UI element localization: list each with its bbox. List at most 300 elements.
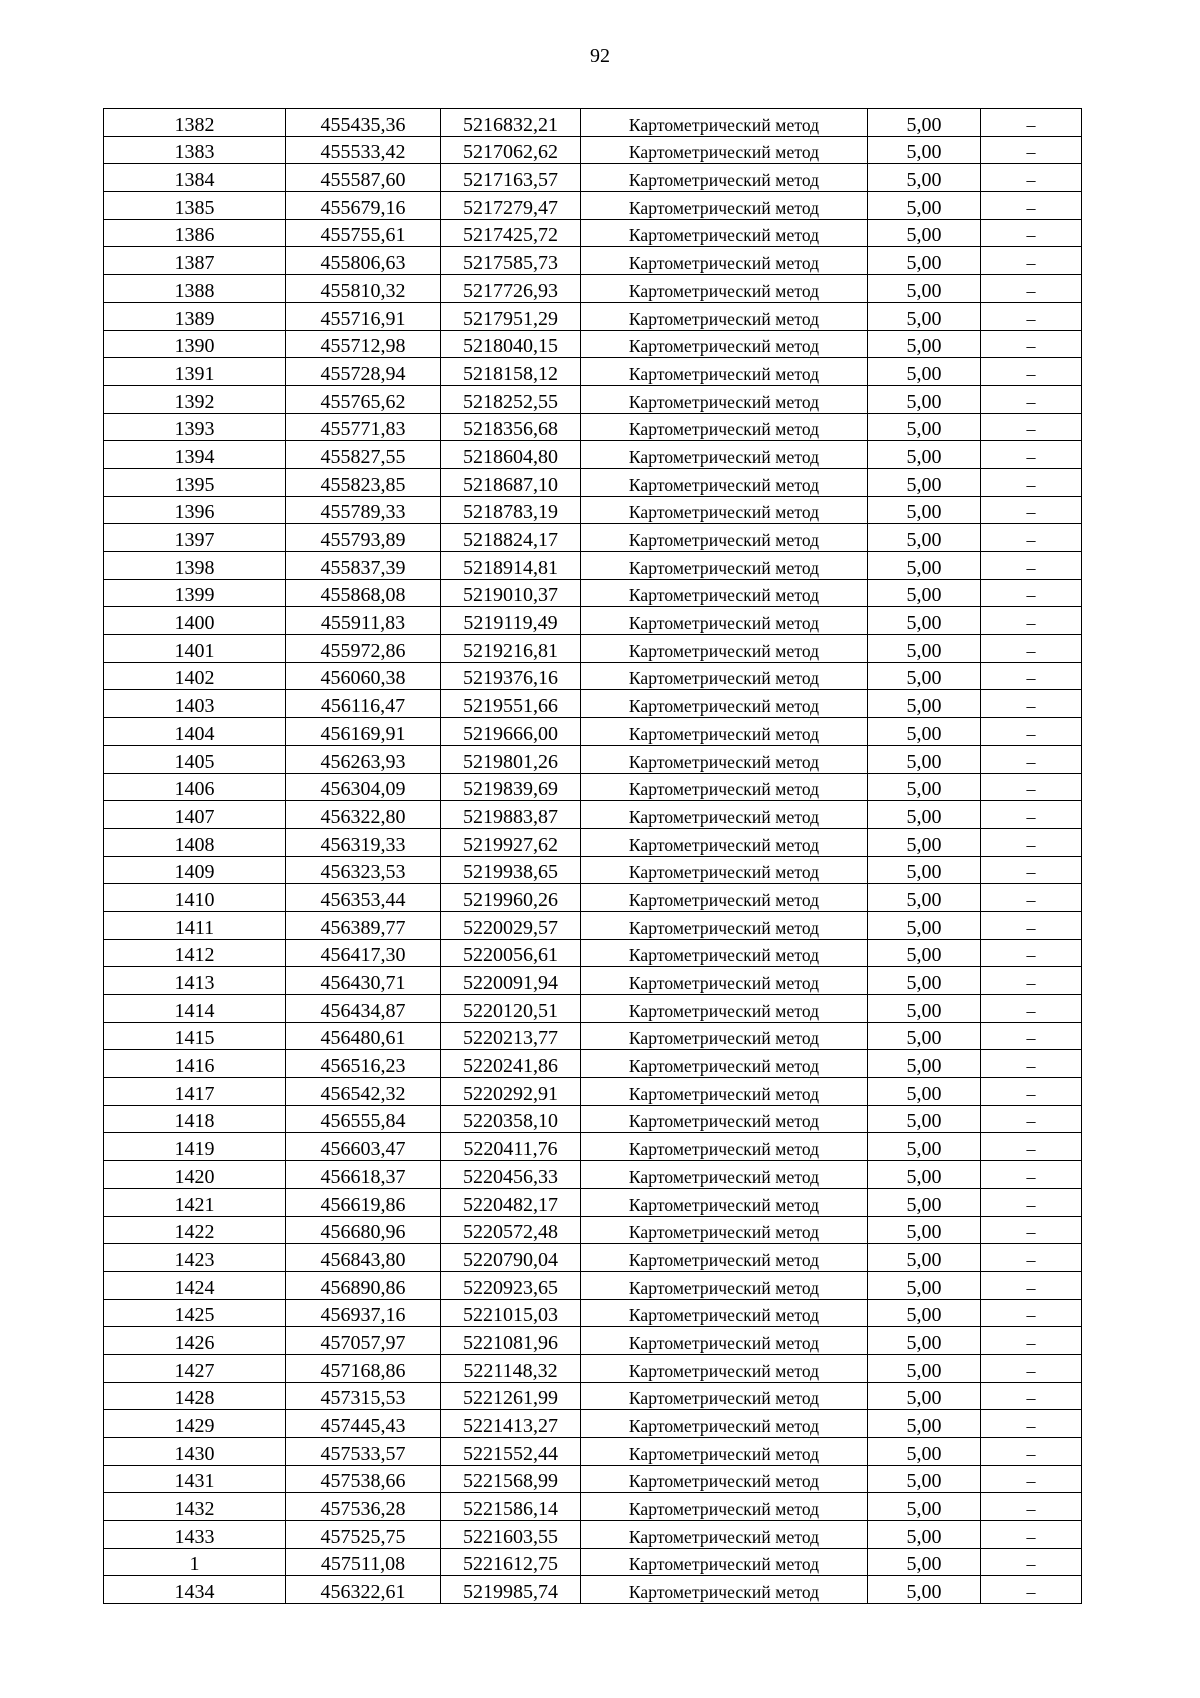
point-number-cell: 1423 bbox=[104, 1244, 286, 1272]
point-number-cell: 1402 bbox=[104, 662, 286, 690]
point-number-cell: 1392 bbox=[104, 385, 286, 413]
accuracy-cell: 5,00 bbox=[868, 1133, 981, 1161]
note-cell: – bbox=[981, 995, 1082, 1023]
table-row bbox=[104, 496, 1082, 524]
point-number-cell: 1407 bbox=[104, 801, 286, 829]
y-coordinate-cell: 5220482,17 bbox=[441, 1188, 581, 1216]
note-cell: – bbox=[981, 496, 1082, 524]
x-coordinate-cell: 455533,42 bbox=[286, 136, 441, 164]
point-number-cell: 1409 bbox=[104, 856, 286, 884]
method-cell: Картометрический метод bbox=[581, 1327, 868, 1355]
point-number-cell: 1408 bbox=[104, 828, 286, 856]
x-coordinate-cell: 456060,38 bbox=[286, 662, 441, 690]
point-number-cell: 1403 bbox=[104, 690, 286, 718]
x-coordinate-cell: 456480,61 bbox=[286, 1022, 441, 1050]
y-coordinate-cell: 5218356,68 bbox=[441, 413, 581, 441]
y-coordinate-cell: 5221413,27 bbox=[441, 1410, 581, 1438]
method-cell: Картометрический метод bbox=[581, 579, 868, 607]
point-number-cell: 1 bbox=[104, 1548, 286, 1576]
accuracy-cell: 5,00 bbox=[868, 330, 981, 358]
accuracy-cell: 5,00 bbox=[868, 1050, 981, 1078]
point-number-cell: 1429 bbox=[104, 1410, 286, 1438]
x-coordinate-cell: 455827,55 bbox=[286, 441, 441, 469]
point-number-cell: 1406 bbox=[104, 773, 286, 801]
method-cell: Картометрический метод bbox=[581, 1022, 868, 1050]
point-number-cell: 1411 bbox=[104, 911, 286, 939]
note-cell: – bbox=[981, 1188, 1082, 1216]
point-number-cell: 1405 bbox=[104, 745, 286, 773]
accuracy-cell: 5,00 bbox=[868, 302, 981, 330]
point-number-cell: 1385 bbox=[104, 192, 286, 220]
point-number-cell: 1415 bbox=[104, 1022, 286, 1050]
note-cell: – bbox=[981, 1105, 1082, 1133]
accuracy-cell: 5,00 bbox=[868, 690, 981, 718]
method-cell: Картометрический метод bbox=[581, 441, 868, 469]
table-row bbox=[104, 192, 1082, 220]
table-row bbox=[104, 413, 1082, 441]
y-coordinate-cell: 5220411,76 bbox=[441, 1133, 581, 1161]
y-coordinate-cell: 5219119,49 bbox=[441, 607, 581, 635]
x-coordinate-cell: 455837,39 bbox=[286, 552, 441, 580]
accuracy-cell: 5,00 bbox=[868, 967, 981, 995]
y-coordinate-cell: 5219938,65 bbox=[441, 856, 581, 884]
note-cell: – bbox=[981, 109, 1082, 137]
note-cell: – bbox=[981, 1271, 1082, 1299]
accuracy-cell: 5,00 bbox=[868, 1327, 981, 1355]
accuracy-cell: 5,00 bbox=[868, 662, 981, 690]
x-coordinate-cell: 456618,37 bbox=[286, 1161, 441, 1189]
method-cell: Картометрический метод bbox=[581, 524, 868, 552]
accuracy-cell: 5,00 bbox=[868, 468, 981, 496]
table-row bbox=[104, 247, 1082, 275]
accuracy-cell: 5,00 bbox=[868, 718, 981, 746]
note-cell: – bbox=[981, 302, 1082, 330]
table-row bbox=[104, 773, 1082, 801]
point-number-cell: 1433 bbox=[104, 1521, 286, 1549]
accuracy-cell: 5,00 bbox=[868, 884, 981, 912]
accuracy-cell: 5,00 bbox=[868, 1161, 981, 1189]
y-coordinate-cell: 5219801,26 bbox=[441, 745, 581, 773]
y-coordinate-cell: 5221261,99 bbox=[441, 1382, 581, 1410]
x-coordinate-cell: 456116,47 bbox=[286, 690, 441, 718]
method-cell: Картометрический метод bbox=[581, 1299, 868, 1327]
note-cell: – bbox=[981, 441, 1082, 469]
method-cell: Картометрический метод bbox=[581, 995, 868, 1023]
table-row bbox=[104, 1327, 1082, 1355]
note-cell: – bbox=[981, 1244, 1082, 1272]
y-coordinate-cell: 5218824,17 bbox=[441, 524, 581, 552]
note-cell: – bbox=[981, 828, 1082, 856]
method-cell: Картометрический метод bbox=[581, 1271, 868, 1299]
method-cell: Картометрический метод bbox=[581, 468, 868, 496]
accuracy-cell: 5,00 bbox=[868, 1216, 981, 1244]
table-row bbox=[104, 635, 1082, 663]
table-row bbox=[104, 441, 1082, 469]
method-cell: Картометрический метод bbox=[581, 1078, 868, 1106]
accuracy-cell: 5,00 bbox=[868, 911, 981, 939]
y-coordinate-cell: 5218783,19 bbox=[441, 496, 581, 524]
x-coordinate-cell: 456434,87 bbox=[286, 995, 441, 1023]
note-cell: – bbox=[981, 219, 1082, 247]
y-coordinate-cell: 5217062,62 bbox=[441, 136, 581, 164]
y-coordinate-cell: 5219551,66 bbox=[441, 690, 581, 718]
note-cell: – bbox=[981, 884, 1082, 912]
method-cell: Картометрический метод bbox=[581, 136, 868, 164]
x-coordinate-cell: 456169,91 bbox=[286, 718, 441, 746]
y-coordinate-cell: 5218604,80 bbox=[441, 441, 581, 469]
y-coordinate-cell: 5217163,57 bbox=[441, 164, 581, 192]
method-cell: Картометрический метод bbox=[581, 1244, 868, 1272]
method-cell: Картометрический метод bbox=[581, 109, 868, 137]
accuracy-cell: 5,00 bbox=[868, 385, 981, 413]
table-row bbox=[104, 219, 1082, 247]
method-cell: Картометрический метод bbox=[581, 1354, 868, 1382]
y-coordinate-cell: 5221148,32 bbox=[441, 1354, 581, 1382]
x-coordinate-cell: 455728,94 bbox=[286, 358, 441, 386]
table-row bbox=[104, 911, 1082, 939]
method-cell: Картометрический метод bbox=[581, 1105, 868, 1133]
x-coordinate-cell: 456619,86 bbox=[286, 1188, 441, 1216]
accuracy-cell: 5,00 bbox=[868, 219, 981, 247]
table-row bbox=[104, 995, 1082, 1023]
x-coordinate-cell: 455712,98 bbox=[286, 330, 441, 358]
note-cell: – bbox=[981, 413, 1082, 441]
note-cell: – bbox=[981, 1438, 1082, 1466]
method-cell: Картометрический метод bbox=[581, 247, 868, 275]
y-coordinate-cell: 5220120,51 bbox=[441, 995, 581, 1023]
method-cell: Картометрический метод bbox=[581, 1548, 868, 1576]
accuracy-cell: 5,00 bbox=[868, 358, 981, 386]
method-cell: Картометрический метод bbox=[581, 828, 868, 856]
accuracy-cell: 5,00 bbox=[868, 1493, 981, 1521]
y-coordinate-cell: 5217279,47 bbox=[441, 192, 581, 220]
accuracy-cell: 5,00 bbox=[868, 773, 981, 801]
note-cell: – bbox=[981, 468, 1082, 496]
method-cell: Картометрический метод bbox=[581, 662, 868, 690]
accuracy-cell: 5,00 bbox=[868, 939, 981, 967]
x-coordinate-cell: 456322,80 bbox=[286, 801, 441, 829]
table-row bbox=[104, 884, 1082, 912]
method-cell: Картометрический метод bbox=[581, 607, 868, 635]
table-row bbox=[104, 330, 1082, 358]
y-coordinate-cell: 5220572,48 bbox=[441, 1216, 581, 1244]
y-coordinate-cell: 5219985,74 bbox=[441, 1576, 581, 1604]
note-cell: – bbox=[981, 1022, 1082, 1050]
x-coordinate-cell: 457525,75 bbox=[286, 1521, 441, 1549]
note-cell: – bbox=[981, 1493, 1082, 1521]
y-coordinate-cell: 5220923,65 bbox=[441, 1271, 581, 1299]
table-row bbox=[104, 1078, 1082, 1106]
point-number-cell: 1382 bbox=[104, 109, 286, 137]
x-coordinate-cell: 456323,53 bbox=[286, 856, 441, 884]
table-row bbox=[104, 1133, 1082, 1161]
x-coordinate-cell: 457538,66 bbox=[286, 1465, 441, 1493]
method-cell: Картометрический метод bbox=[581, 967, 868, 995]
accuracy-cell: 5,00 bbox=[868, 1548, 981, 1576]
table-row bbox=[104, 1271, 1082, 1299]
x-coordinate-cell: 456322,61 bbox=[286, 1576, 441, 1604]
y-coordinate-cell: 5217951,29 bbox=[441, 302, 581, 330]
y-coordinate-cell: 5216832,21 bbox=[441, 109, 581, 137]
x-coordinate-cell: 456603,47 bbox=[286, 1133, 441, 1161]
point-number-cell: 1412 bbox=[104, 939, 286, 967]
table-row bbox=[104, 1493, 1082, 1521]
y-coordinate-cell: 5217585,73 bbox=[441, 247, 581, 275]
method-cell: Картометрический метод bbox=[581, 358, 868, 386]
accuracy-cell: 5,00 bbox=[868, 192, 981, 220]
point-number-cell: 1390 bbox=[104, 330, 286, 358]
y-coordinate-cell: 5219927,62 bbox=[441, 828, 581, 856]
note-cell: – bbox=[981, 1465, 1082, 1493]
accuracy-cell: 5,00 bbox=[868, 1299, 981, 1327]
note-cell: – bbox=[981, 1576, 1082, 1604]
method-cell: Картометрический метод bbox=[581, 884, 868, 912]
table-row bbox=[104, 801, 1082, 829]
point-number-cell: 1397 bbox=[104, 524, 286, 552]
table-row bbox=[104, 662, 1082, 690]
table-row bbox=[104, 579, 1082, 607]
accuracy-cell: 5,00 bbox=[868, 579, 981, 607]
note-cell: – bbox=[981, 801, 1082, 829]
note-cell: – bbox=[981, 1216, 1082, 1244]
note-cell: – bbox=[981, 607, 1082, 635]
x-coordinate-cell: 456430,71 bbox=[286, 967, 441, 995]
method-cell: Картометрический метод bbox=[581, 1050, 868, 1078]
accuracy-cell: 5,00 bbox=[868, 635, 981, 663]
accuracy-cell: 5,00 bbox=[868, 552, 981, 580]
coordinates-table bbox=[103, 108, 1082, 1604]
method-cell: Картометрический метод bbox=[581, 164, 868, 192]
method-cell: Картометрический метод bbox=[581, 1161, 868, 1189]
point-number-cell: 1395 bbox=[104, 468, 286, 496]
note-cell: – bbox=[981, 1354, 1082, 1382]
y-coordinate-cell: 5220056,61 bbox=[441, 939, 581, 967]
point-number-cell: 1430 bbox=[104, 1438, 286, 1466]
x-coordinate-cell: 456516,23 bbox=[286, 1050, 441, 1078]
point-number-cell: 1416 bbox=[104, 1050, 286, 1078]
note-cell: – bbox=[981, 773, 1082, 801]
y-coordinate-cell: 5220456,33 bbox=[441, 1161, 581, 1189]
table-row bbox=[104, 1548, 1082, 1576]
accuracy-cell: 5,00 bbox=[868, 524, 981, 552]
x-coordinate-cell: 455587,60 bbox=[286, 164, 441, 192]
x-coordinate-cell: 457536,28 bbox=[286, 1493, 441, 1521]
point-number-cell: 1389 bbox=[104, 302, 286, 330]
accuracy-cell: 5,00 bbox=[868, 441, 981, 469]
note-cell: – bbox=[981, 524, 1082, 552]
x-coordinate-cell: 456417,30 bbox=[286, 939, 441, 967]
method-cell: Картометрический метод bbox=[581, 690, 868, 718]
note-cell: – bbox=[981, 330, 1082, 358]
accuracy-cell: 5,00 bbox=[868, 801, 981, 829]
note-cell: – bbox=[981, 662, 1082, 690]
method-cell: Картометрический метод bbox=[581, 330, 868, 358]
point-number-cell: 1420 bbox=[104, 1161, 286, 1189]
accuracy-cell: 5,00 bbox=[868, 1438, 981, 1466]
y-coordinate-cell: 5219883,87 bbox=[441, 801, 581, 829]
method-cell: Картометрический метод bbox=[581, 192, 868, 220]
point-number-cell: 1388 bbox=[104, 275, 286, 303]
point-number-cell: 1401 bbox=[104, 635, 286, 663]
table-row bbox=[104, 607, 1082, 635]
method-cell: Картометрический метод bbox=[581, 718, 868, 746]
point-number-cell: 1384 bbox=[104, 164, 286, 192]
note-cell: – bbox=[981, 745, 1082, 773]
y-coordinate-cell: 5220241,86 bbox=[441, 1050, 581, 1078]
y-coordinate-cell: 5220292,91 bbox=[441, 1078, 581, 1106]
point-number-cell: 1398 bbox=[104, 552, 286, 580]
x-coordinate-cell: 455716,91 bbox=[286, 302, 441, 330]
table-row bbox=[104, 967, 1082, 995]
accuracy-cell: 5,00 bbox=[868, 496, 981, 524]
table-row bbox=[104, 1105, 1082, 1133]
note-cell: – bbox=[981, 1161, 1082, 1189]
point-number-cell: 1428 bbox=[104, 1382, 286, 1410]
point-number-cell: 1427 bbox=[104, 1354, 286, 1382]
table-row bbox=[104, 1438, 1082, 1466]
note-cell: – bbox=[981, 690, 1082, 718]
x-coordinate-cell: 456319,33 bbox=[286, 828, 441, 856]
x-coordinate-cell: 455771,83 bbox=[286, 413, 441, 441]
coordinates-table-body bbox=[104, 109, 1082, 1604]
method-cell: Картометрический метод bbox=[581, 1576, 868, 1604]
accuracy-cell: 5,00 bbox=[868, 607, 981, 635]
table-row bbox=[104, 1410, 1082, 1438]
table-row bbox=[104, 524, 1082, 552]
accuracy-cell: 5,00 bbox=[868, 1576, 981, 1604]
accuracy-cell: 5,00 bbox=[868, 109, 981, 137]
point-number-cell: 1399 bbox=[104, 579, 286, 607]
point-number-cell: 1421 bbox=[104, 1188, 286, 1216]
table-row bbox=[104, 1299, 1082, 1327]
method-cell: Картометрический метод bbox=[581, 1465, 868, 1493]
point-number-cell: 1386 bbox=[104, 219, 286, 247]
point-number-cell: 1424 bbox=[104, 1271, 286, 1299]
x-coordinate-cell: 457168,86 bbox=[286, 1354, 441, 1382]
y-coordinate-cell: 5219216,81 bbox=[441, 635, 581, 663]
method-cell: Картометрический метод bbox=[581, 773, 868, 801]
table-row bbox=[104, 828, 1082, 856]
method-cell: Картометрический метод bbox=[581, 552, 868, 580]
x-coordinate-cell: 456353,44 bbox=[286, 884, 441, 912]
method-cell: Картометрический метод bbox=[581, 275, 868, 303]
method-cell: Картометрический метод bbox=[581, 745, 868, 773]
x-coordinate-cell: 457315,53 bbox=[286, 1382, 441, 1410]
method-cell: Картометрический метод bbox=[581, 635, 868, 663]
accuracy-cell: 5,00 bbox=[868, 856, 981, 884]
x-coordinate-cell: 456937,16 bbox=[286, 1299, 441, 1327]
table-row bbox=[104, 690, 1082, 718]
point-number-cell: 1432 bbox=[104, 1493, 286, 1521]
table-row bbox=[104, 302, 1082, 330]
note-cell: – bbox=[981, 1410, 1082, 1438]
y-coordinate-cell: 5218914,81 bbox=[441, 552, 581, 580]
y-coordinate-cell: 5221603,55 bbox=[441, 1521, 581, 1549]
note-cell: – bbox=[981, 1327, 1082, 1355]
x-coordinate-cell: 456890,86 bbox=[286, 1271, 441, 1299]
table-row bbox=[104, 1354, 1082, 1382]
point-number-cell: 1387 bbox=[104, 247, 286, 275]
x-coordinate-cell: 457057,97 bbox=[286, 1327, 441, 1355]
accuracy-cell: 5,00 bbox=[868, 1354, 981, 1382]
x-coordinate-cell: 457511,08 bbox=[286, 1548, 441, 1576]
method-cell: Картометрический метод bbox=[581, 911, 868, 939]
x-coordinate-cell: 455765,62 bbox=[286, 385, 441, 413]
point-number-cell: 1425 bbox=[104, 1299, 286, 1327]
table-row bbox=[104, 1521, 1082, 1549]
y-coordinate-cell: 5220029,57 bbox=[441, 911, 581, 939]
x-coordinate-cell: 455435,36 bbox=[286, 109, 441, 137]
method-cell: Картометрический метод bbox=[581, 1493, 868, 1521]
y-coordinate-cell: 5221081,96 bbox=[441, 1327, 581, 1355]
table-row bbox=[104, 275, 1082, 303]
y-coordinate-cell: 5221552,44 bbox=[441, 1438, 581, 1466]
note-cell: – bbox=[981, 192, 1082, 220]
x-coordinate-cell: 456542,32 bbox=[286, 1078, 441, 1106]
note-cell: – bbox=[981, 635, 1082, 663]
method-cell: Картометрический метод bbox=[581, 1216, 868, 1244]
x-coordinate-cell: 457533,57 bbox=[286, 1438, 441, 1466]
x-coordinate-cell: 455911,83 bbox=[286, 607, 441, 635]
y-coordinate-cell: 5219010,37 bbox=[441, 579, 581, 607]
point-number-cell: 1393 bbox=[104, 413, 286, 441]
accuracy-cell: 5,00 bbox=[868, 1078, 981, 1106]
table-row bbox=[104, 468, 1082, 496]
y-coordinate-cell: 5220358,10 bbox=[441, 1105, 581, 1133]
method-cell: Картометрический метод bbox=[581, 1133, 868, 1161]
table-row bbox=[104, 745, 1082, 773]
accuracy-cell: 5,00 bbox=[868, 745, 981, 773]
table-row bbox=[104, 136, 1082, 164]
note-cell: – bbox=[981, 911, 1082, 939]
table-row bbox=[104, 939, 1082, 967]
note-cell: – bbox=[981, 552, 1082, 580]
x-coordinate-cell: 455755,61 bbox=[286, 219, 441, 247]
note-cell: – bbox=[981, 385, 1082, 413]
note-cell: – bbox=[981, 1521, 1082, 1549]
point-number-cell: 1383 bbox=[104, 136, 286, 164]
table-row bbox=[104, 1022, 1082, 1050]
x-coordinate-cell: 457445,43 bbox=[286, 1410, 441, 1438]
y-coordinate-cell: 5219376,16 bbox=[441, 662, 581, 690]
note-cell: – bbox=[981, 1548, 1082, 1576]
y-coordinate-cell: 5218158,12 bbox=[441, 358, 581, 386]
y-coordinate-cell: 5217726,93 bbox=[441, 275, 581, 303]
note-cell: – bbox=[981, 718, 1082, 746]
page-number: 92 bbox=[590, 45, 610, 67]
point-number-cell: 1404 bbox=[104, 718, 286, 746]
y-coordinate-cell: 5219960,26 bbox=[441, 884, 581, 912]
table-row bbox=[104, 1244, 1082, 1272]
point-number-cell: 1413 bbox=[104, 967, 286, 995]
note-cell: – bbox=[981, 1382, 1082, 1410]
table-row bbox=[104, 1188, 1082, 1216]
y-coordinate-cell: 5219666,00 bbox=[441, 718, 581, 746]
x-coordinate-cell: 456555,84 bbox=[286, 1105, 441, 1133]
accuracy-cell: 5,00 bbox=[868, 275, 981, 303]
method-cell: Картометрический метод bbox=[581, 413, 868, 441]
accuracy-cell: 5,00 bbox=[868, 136, 981, 164]
point-number-cell: 1419 bbox=[104, 1133, 286, 1161]
accuracy-cell: 5,00 bbox=[868, 1022, 981, 1050]
point-number-cell: 1410 bbox=[104, 884, 286, 912]
note-cell: – bbox=[981, 967, 1082, 995]
method-cell: Картометрический метод bbox=[581, 219, 868, 247]
point-number-cell: 1426 bbox=[104, 1327, 286, 1355]
x-coordinate-cell: 455810,32 bbox=[286, 275, 441, 303]
note-cell: – bbox=[981, 358, 1082, 386]
y-coordinate-cell: 5219839,69 bbox=[441, 773, 581, 801]
